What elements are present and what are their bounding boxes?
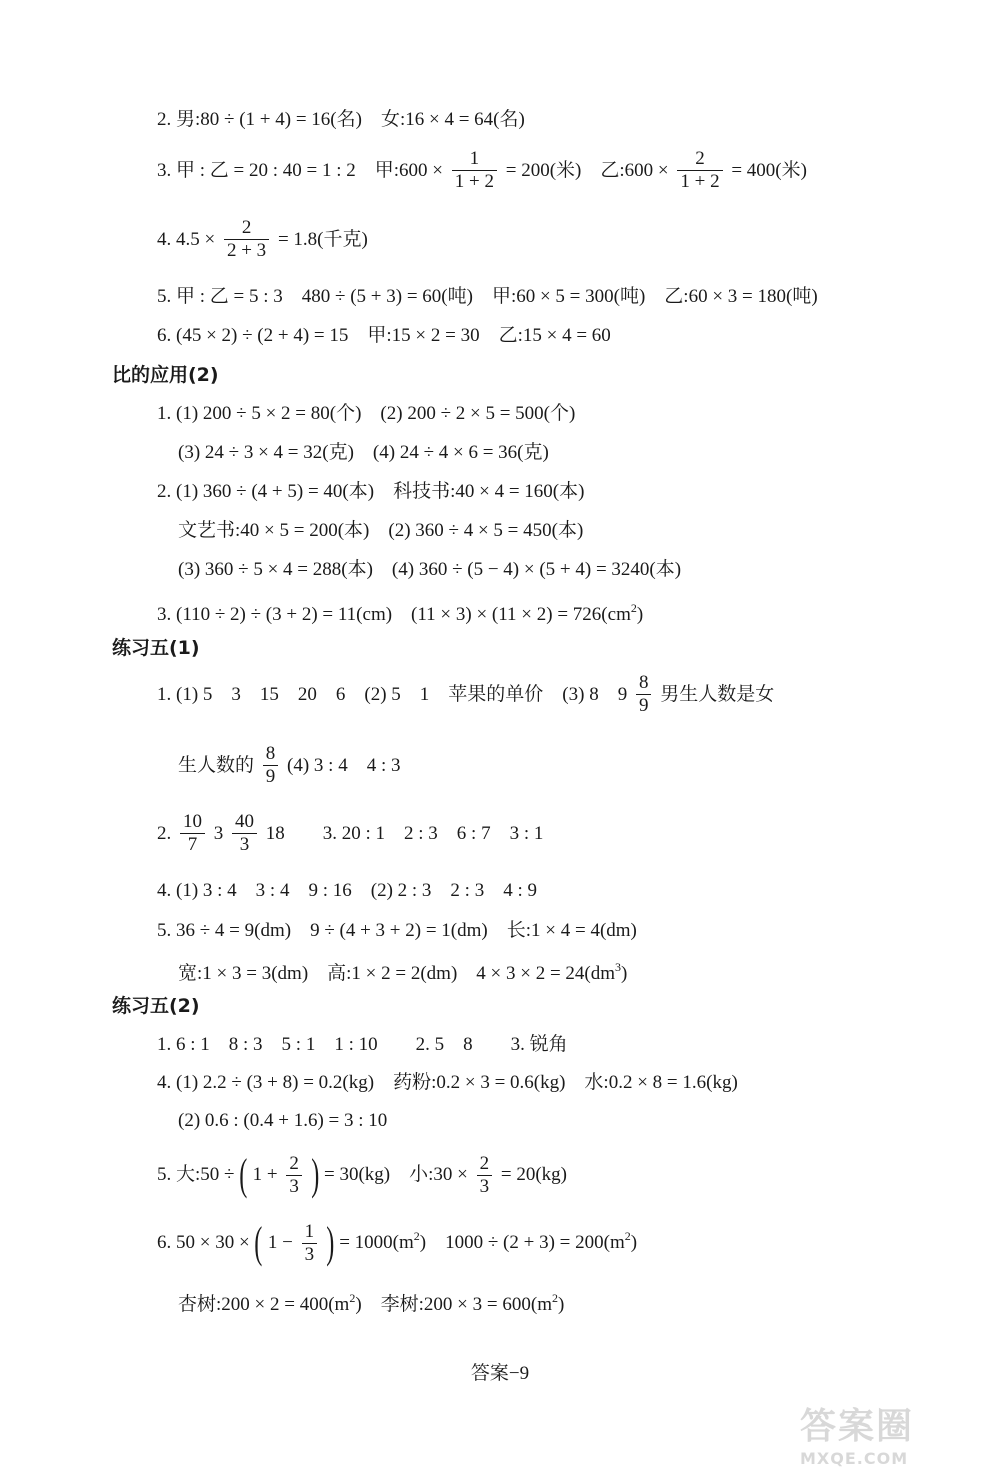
fraction: $\frac{2}{3}$ <box>477 1153 493 1198</box>
page-number: 答案−9 <box>470 1363 530 1384</box>
answer-line: 4. (1) 2.2 ÷ (3 + 8) = 0.2(kg) 药粉:0.2 × 3 = 0.6(kg) 水:0.2 × 8 = 1.6(kg) <box>157 1071 738 1093</box>
fraction: $\frac{1}{1 + 2}$ <box>452 148 497 193</box>
answer-line: 3. (110 ÷ 2) ÷ (3 + 2) = 11(cm) $(11 \times 3) \times (11 \times 2) = 726(cm^2)$ <box>157 601 644 625</box>
answer-line: (3) 360 ÷ 5 × 4 = 288(本) (4) 360 ÷ (5 − 4) × (5 + 4) = 3240(本) <box>178 558 682 580</box>
answer-line: (3) 24 ÷ 3 × 4 = 32(克) (4) 24 ÷ 4 × 6 = 36(克) <box>178 441 549 463</box>
answer-line: 2. (1) 360 ÷ (4 + 5) = 40(本) 科技书:40 × 4 = 160(本) <box>157 480 585 502</box>
answer-line: 杏树:200 × $2 = 400(m^2)$ 李树:200 × $3 = 600(m^2)$ <box>178 1291 565 1315</box>
answer-line: 1. 6 : 1 8 : 3 5 : 1 1 : 10 2. 5 8 3. 锐角 <box>157 1033 568 1055</box>
answer-line: 生人数的 $\frac{8}{9}$ (4) 3 : 4 4 : 3 <box>178 743 401 787</box>
section-heading: 比的应用(2) <box>112 364 219 386</box>
answer-line: 2. $\frac{10}{7}$ 3 $\frac{40}{3}$ 18 3. 20 : 1 2 : 3 6 : 7 3 : 1 <box>157 811 544 855</box>
answer-line: 6. (45 × 2) ÷ (2 + 4) = 15 甲:15 × 2 = 30 乙:15 × 4 = 60 <box>157 324 611 346</box>
answer-line: 1. (1) 200 ÷ 5 × 2 = 80(个) (2) 200 ÷ 2 × 5 = 500(个) <box>157 402 576 424</box>
section-heading: 练习五(2) <box>112 995 200 1017</box>
answer-line: 6. 50 × 30 × ( 1 − $\frac{1}{3}$ ) = $1000(m^2)$ $1000 \div (2 + 3) = 200(m^2)$ <box>157 1218 638 1267</box>
answer-line: 文艺书:40 × 5 = 200(本) (2) 360 ÷ 4 × 5 = 450(本) <box>178 519 584 541</box>
answer-line: 5. 大:50 ÷ ( 1 + $\frac{2}{3}$ ) = 30(kg) 小:30 × $\frac{2}{3}$ = 20(kg) <box>157 1150 567 1199</box>
answer-line: 1. (1) 5 3 15 20 6 (2) 5 1 苹果的单价 (3) 8 9 $\frac{8}{9}$ 男生人数是女 <box>157 672 775 716</box>
fraction: $\frac{8}{9}$ <box>263 743 279 788</box>
answer-line: 5. 36 ÷ 4 = 9(dm) 9 ÷ (4 + 3 + 2) = 1(dm) 长:1 × 4 = 4(dm) <box>157 919 637 941</box>
answer-line: 5. 甲 : 乙 = 5 : 3 480 ÷ (5 + 3) = 60(吨) 甲:60 × 5 = 300(吨) 乙:60 × 3 = 180(吨) <box>157 285 818 307</box>
fraction: $\frac{10}{7}$ <box>180 811 205 856</box>
answer-line: 4. 4.5 × $\frac{2}{2 + 3}$ = 1.8(千克) <box>157 217 368 261</box>
answer-line: 2. 男:80 ÷ (1 + 4) = 16(名) 女:16 × 4 = 64(名) <box>157 108 525 130</box>
fraction: $\frac{8}{9}$ <box>636 672 652 717</box>
fraction: $\frac{2}{2 + 3}$ <box>224 217 269 262</box>
section-heading: 练习五(1) <box>112 637 200 659</box>
answer-line: 4. (1) 3 : 4 3 : 4 9 : 16 (2) 2 : 3 2 : 3 4 : 9 <box>157 879 537 901</box>
answer-line: (2) 0.6 : (0.4 + 1.6) = 3 : 10 <box>178 1109 388 1131</box>
answer-line: 宽:1 × 3 = 3(dm) 高:1 × 2 = 2(dm) $4 \times 3 \times 2 = 24(dm^3)$ <box>178 960 628 984</box>
fraction: $\frac{2}{3}$ <box>286 1153 302 1198</box>
fraction: $\frac{2}{1 + 2}$ <box>677 148 722 193</box>
watermark-logo: 答案圈 MXQE.COM <box>800 1406 915 1468</box>
fraction: $\frac{1}{3}$ <box>302 1221 318 1266</box>
fraction: $\frac{40}{3}$ <box>232 811 257 856</box>
answer-line: 3. 甲 : 乙 = 20 : 40 = 1 : 2 甲:600 × $\frac{1}{1 + 2}$ = 200(米) 乙:600 × $\frac{2}{1 + 2}$ = 400(米) <box>157 148 807 192</box>
